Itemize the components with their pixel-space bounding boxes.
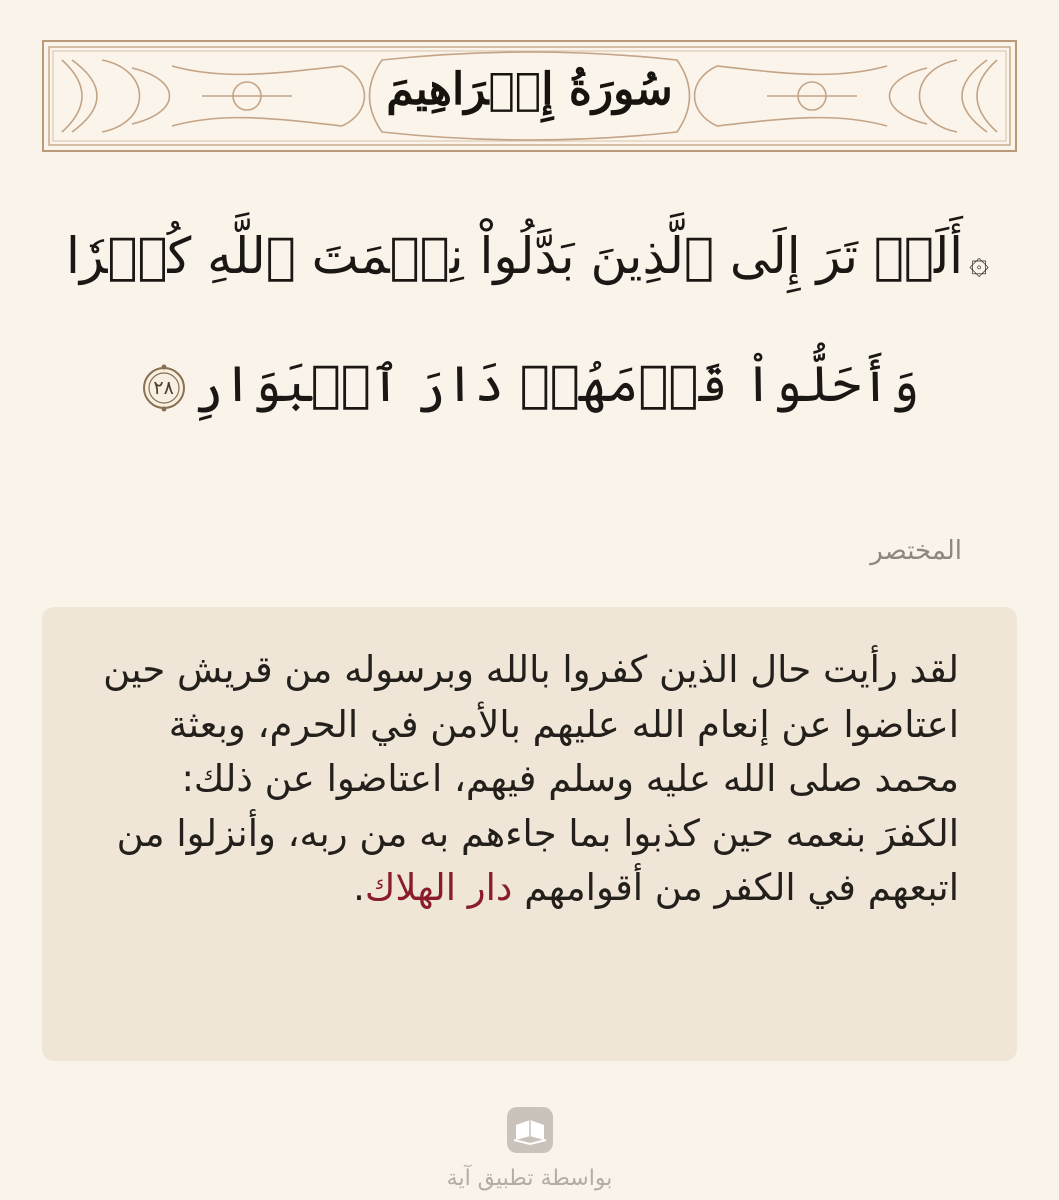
rub-el-hizb-icon: ۞ (969, 242, 989, 282)
tafsir-text-end: . (353, 866, 365, 909)
tafsir-text (100, 643, 959, 916)
ayah-line-1-text: أَلَمۡ تَرَ إِلَى ٱلَّذِينَ بَدَّلُواْ نِعۡمَتَ ٱللَّهِ كُفۡرٗا (65, 227, 964, 285)
surah-header-frame (42, 40, 1017, 152)
tafsir-highlight: دار الهلاك (364, 866, 513, 909)
tafsir-source-label: المختصر (870, 536, 962, 566)
ayah-line-1 (65, 195, 989, 323)
footer-attribution: بواسطة تطبيق آية (446, 1166, 613, 1191)
surah-title: سُورَةُ إِبۡرَاهِيمَ (386, 64, 673, 115)
ayah-number-marker (140, 364, 188, 412)
ayah-line-2-text: وَأَحَلُّواْ قَوۡمَهُمۡ دَارَ ٱلۡبَوَارِ (193, 355, 920, 413)
ayah-number: ٢٨ (153, 377, 174, 399)
tafsir-card (42, 607, 1017, 1061)
ayah-line-2 (70, 323, 989, 445)
ayah-text (65, 195, 989, 445)
quran-book-icon (507, 1107, 553, 1153)
tafsir-text-main: لقد رأيت حال الذين كفروا بالله وبرسوله من قريش حين اعتاضوا عن إنعام الله عليهم بالأمن في الحرم، وبعثة محمد صلى الله عليه وسلم فيهم، اعتاضوا عن ذلك: الكفرَ بنعمه حين كذبوا بما جاءهم به من ربه، وأنزلوا من اتبعهم في الكفر من أقوامهم (103, 648, 959, 909)
